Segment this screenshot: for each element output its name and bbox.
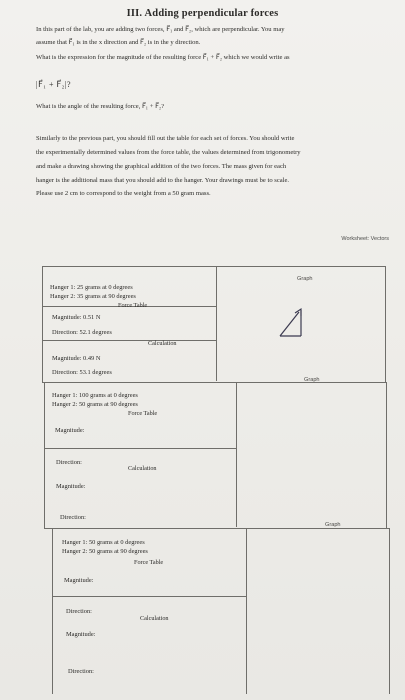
set-1-hangers <box>50 283 136 301</box>
set-3-hanger-1: Hanger 1: 50 grams at 0 degrees <box>62 539 145 546</box>
intro-line-3: What is the expression for the magnitude of the resulting force F⃗₁ + F⃗₂ which we would write as <box>36 54 290 61</box>
set-1-hanger-1: Hanger 1: 25 grams at 0 degrees <box>50 284 133 291</box>
set-3-calc-magnitude: Magnitude: <box>66 631 96 638</box>
set-2-rule-1 <box>44 448 236 449</box>
instruction-line-5: Please use 2 cm to correspond to the weight from a 50 gram mass. <box>36 190 211 197</box>
section-heading: III. Adding perpendicular forces <box>126 8 279 19</box>
set-2-hangers <box>52 391 138 409</box>
set-1-ft-magnitude: Magnitude: 0.51 N <box>52 314 101 321</box>
set-3-ft-direction: Direction: <box>66 608 92 615</box>
set-3-force-table-label: Force Table <box>134 559 164 566</box>
set-2-divider <box>236 382 237 527</box>
set-3-graph-label: Graph <box>325 522 341 528</box>
set-1-calc-direction: Direction: 53.1 degrees <box>52 369 112 376</box>
worksheet-tag: Worksheet: Vectors <box>341 236 389 242</box>
set-3-hangers <box>62 538 148 556</box>
set-3-hanger-2: Hanger 2: 50 grams at 90 degrees <box>62 548 148 555</box>
instruction-line-3: and make a drawing showing the graphical addition of the two forces. The mass given for each <box>36 163 287 170</box>
set-2-hanger-2: Hanger 2: 50 grams at 90 degrees <box>52 401 138 408</box>
magnitude-expression: |F⃗₁ + F⃗₂|? <box>36 80 72 89</box>
set-1-hanger-2: Hanger 2: 35 grams at 90 degrees <box>50 293 136 300</box>
set-2-ft-magnitude: Magnitude: <box>55 427 85 434</box>
set-1-vector-drawing <box>274 298 314 344</box>
set-1-calc-magnitude: Magnitude: 0.49 N <box>52 355 101 362</box>
set-2-calc-direction: Direction: <box>60 514 86 521</box>
instruction-line-4: hanger is the additional mass that you should add to the hanger. Your drawings must be to scale. <box>36 177 290 184</box>
set-2-hanger-1: Hanger 1: 100 grams at 0 degrees <box>52 392 138 399</box>
vector-resultant <box>280 312 299 336</box>
set-2-force-table-label: Force Table <box>128 410 158 417</box>
set-1-ft-direction: Direction: 52.1 degrees <box>52 329 112 336</box>
set-3-rule-1 <box>52 596 246 597</box>
set-3-divider <box>246 528 247 694</box>
set-3-ft-magnitude: Magnitude: <box>64 577 94 584</box>
set-3-calculation-label: Calculation <box>140 615 169 622</box>
intro-line-2: assume that F⃗₁ is in the x direction and F⃗₂ is in the y direction. <box>36 39 201 46</box>
instruction-line-2: the experimentally determined values from the force table, the values determined from trigonometry <box>36 149 301 156</box>
set-1-rule-2 <box>42 340 216 341</box>
intro-line-1: In this part of the lab, you are adding two forces, F⃗₁ and F⃗₂, which are perpendicular. You may <box>36 26 285 33</box>
angle-question: What is the angle of the resulting force, F⃗₁ + F⃗₂? <box>36 103 165 110</box>
set-2-ft-direction: Direction: <box>56 459 82 466</box>
set-2-calculation-label: Calculation <box>128 465 157 472</box>
set-1-divider <box>216 266 217 381</box>
instruction-line-1: Similarly to the previous part, you should fill out the table for each set of forces. You should write <box>36 135 295 142</box>
set-1-graph-label: Graph <box>297 276 313 282</box>
set-1-calculation-label: Calculation <box>148 340 177 347</box>
set-2-calc-magnitude: Magnitude: <box>56 483 86 490</box>
set-1-force-table-label: Force Table <box>118 302 148 309</box>
set-3-calc-direction: Direction: <box>68 668 94 675</box>
set-2-graph-label: Graph <box>304 377 320 383</box>
